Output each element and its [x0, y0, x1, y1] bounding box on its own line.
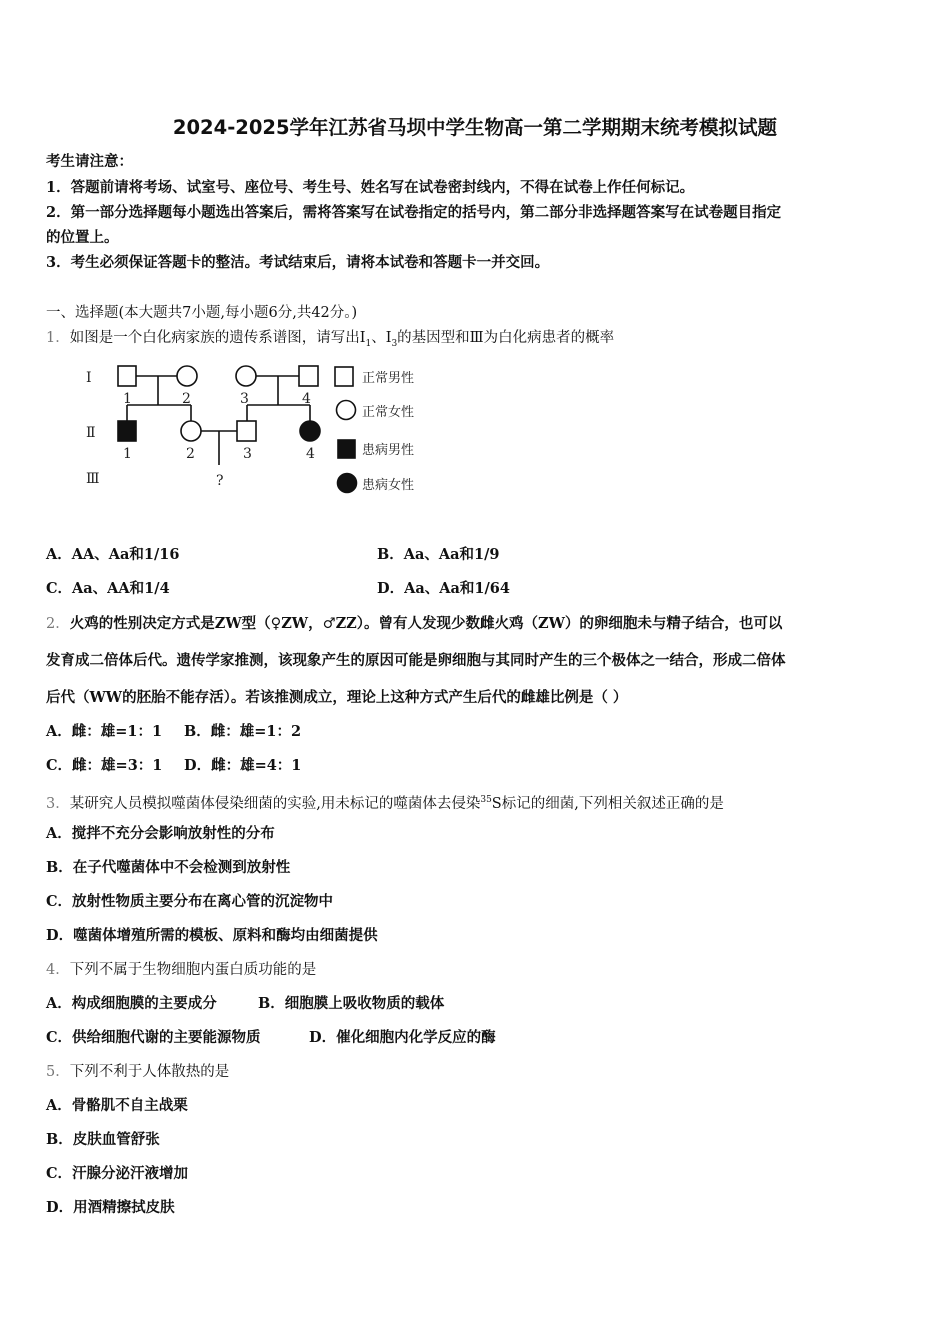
question-text: 如图是一个白化病家族的遗传系谱图，请写出Ⅰ — [69, 330, 366, 346]
gen1-male-1 — [118, 366, 136, 386]
option-a[interactable]: A．骨骼肌不自主战栗 — [46, 1097, 188, 1114]
option-d[interactable]: D．Aa、Aa和1/64 — [377, 580, 510, 597]
notice-item: 2．第一部分选择题每小题选出答案后，需将答案写在试卷指定的括号内，第二部分非选择题答案写在试卷题目指定 — [46, 204, 782, 221]
question-2-line — [46, 614, 782, 634]
gen1-female-3 — [236, 366, 256, 386]
option-d[interactable]: D．雌：雄=4：1 — [184, 757, 302, 774]
question-number: 1． — [46, 330, 70, 346]
question-text: S标记的细菌,下列相关叙述正确的是 — [491, 795, 724, 812]
notice-item: 3．考生必须保证答题卡的整洁。考试结束后，请将本试卷和答题卡一并交回。 — [46, 254, 550, 271]
option-c[interactable]: C．供给细胞代谢的主要能源物质 — [46, 1029, 261, 1046]
gen2-num: 4 — [306, 446, 315, 462]
question-text: 下列不属于生物细胞内蛋白质功能的是 — [69, 962, 317, 978]
subscript: 3 — [391, 338, 398, 349]
gen2-female-4-affected — [300, 421, 320, 441]
pedigree-chart — [70, 355, 440, 505]
option-c[interactable]: C．汗腺分泌汗液增加 — [46, 1165, 189, 1182]
option-d[interactable]: D．噬菌体增殖所需的模板、原料和酶均由细菌提供 — [46, 927, 378, 944]
option-b[interactable]: B．Aa、Aa和1/9 — [377, 546, 500, 563]
gen1-female-2 — [177, 366, 197, 386]
question-text: 火鸡的性别决定方式是ZW型（♀ZW，♂ZZ）。曾有人发现少数雌火鸡（ZW）的卵细胞未与精子结合，也可以 — [69, 615, 783, 632]
gen2-num: 3 — [243, 446, 252, 462]
question-text: 的基因型和Ⅲ为白化病患者的概率 — [397, 330, 615, 346]
legend-label: 患病女性 — [362, 478, 415, 493]
gen2-num: 2 — [186, 446, 195, 462]
legend-label: 患病男性 — [362, 443, 415, 458]
page-title: 2024-2025学年江苏省马坝中学生物高一第二学期期末统考模拟试题 — [172, 116, 778, 139]
option-c[interactable]: C．放射性物质主要分布在离心管的沉淀物中 — [46, 893, 334, 910]
gen2-male-3 — [237, 421, 256, 441]
notice-heading: 考生请注意： — [46, 153, 133, 170]
notice-item: 1．答题前请将考场、试室号、座位号、考生号、姓名写在试卷密封线内，不得在试卷上作任何标记。 — [46, 179, 695, 196]
option-b[interactable]: B．细胞膜上吸收物质的载体 — [258, 995, 445, 1012]
question-5 — [46, 1062, 229, 1082]
option-a[interactable]: A．雌：雄=1：1 — [46, 723, 163, 740]
question-4 — [46, 960, 316, 980]
legend-normal-male-symbol — [335, 367, 353, 386]
question-text: 下列不利于人体散热的是 — [69, 1064, 230, 1080]
option-a[interactable]: A．构成细胞膜的主要成分 — [46, 995, 217, 1012]
legend-normal-female-symbol — [337, 401, 356, 420]
legend-affected-male-symbol — [338, 440, 355, 458]
gen1-num: 1 — [123, 391, 132, 407]
legend-affected-female-symbol — [338, 474, 357, 493]
question-text: 、Ⅰ — [371, 330, 392, 346]
option-d[interactable]: D．催化细胞内化学反应的酶 — [309, 1029, 496, 1046]
question-number: 5． — [46, 1064, 70, 1080]
superscript: 35 — [480, 795, 492, 805]
gen2-male-1-affected — [118, 421, 136, 441]
gen-label: Ⅱ — [86, 425, 96, 441]
question-number: 3． — [46, 795, 70, 812]
gen1-num: 4 — [302, 391, 311, 407]
option-b[interactable]: B．在子代噬菌体中不会检测到放射性 — [46, 859, 291, 876]
gen2-num: 1 — [123, 446, 132, 462]
legend-label: 正常男性 — [362, 371, 415, 386]
gen1-num: 3 — [240, 391, 249, 407]
notice-item: 的位置上。 — [46, 229, 119, 246]
question-2-line: 发育成二倍体后代。遗传学家推测，该现象产生的原因可能是卵细胞与其同时产生的三个极体之一结合，形成二倍体 — [46, 652, 786, 669]
option-b[interactable]: B．皮肤血管舒张 — [46, 1131, 160, 1148]
subscript: 1 — [365, 338, 372, 349]
gen-label: Ⅲ — [86, 471, 100, 487]
unknown-offspring: ? — [216, 473, 224, 489]
option-c[interactable]: C．雌：雄=3：1 — [46, 757, 163, 774]
option-c[interactable]: C．Aa、AA和1/4 — [46, 580, 170, 597]
option-a[interactable]: A．AA、Aa和1/16 — [46, 546, 180, 563]
question-3 — [46, 790, 724, 814]
question-2-line: 后代（WW的胚胎不能存活）。若该推测成立，理论上这种方式产生后代的雌雄比例是（ ） — [46, 689, 628, 706]
option-b[interactable]: B．雌：雄=1：2 — [184, 723, 302, 740]
option-d[interactable]: D．用酒精擦拭皮肤 — [46, 1199, 175, 1216]
question-text: 某研究人员模拟噬菌体侵染细菌的实验,用未标记的噬菌体去侵染 — [69, 795, 481, 812]
gen-label: Ⅰ — [86, 370, 92, 386]
option-a[interactable]: A．搅拌不充分会影响放射性的分布 — [46, 825, 275, 842]
legend-label: 正常女性 — [362, 405, 415, 420]
question-number: 4． — [46, 962, 70, 978]
gen1-num: 2 — [182, 391, 191, 407]
section-heading: 一、选择题(本大题共7小题,每小题6分,共42分。) — [46, 305, 358, 321]
gen2-female-2 — [181, 421, 201, 441]
gen1-male-4 — [299, 366, 318, 386]
question-number: 2． — [46, 616, 70, 632]
question-1 — [46, 328, 614, 354]
